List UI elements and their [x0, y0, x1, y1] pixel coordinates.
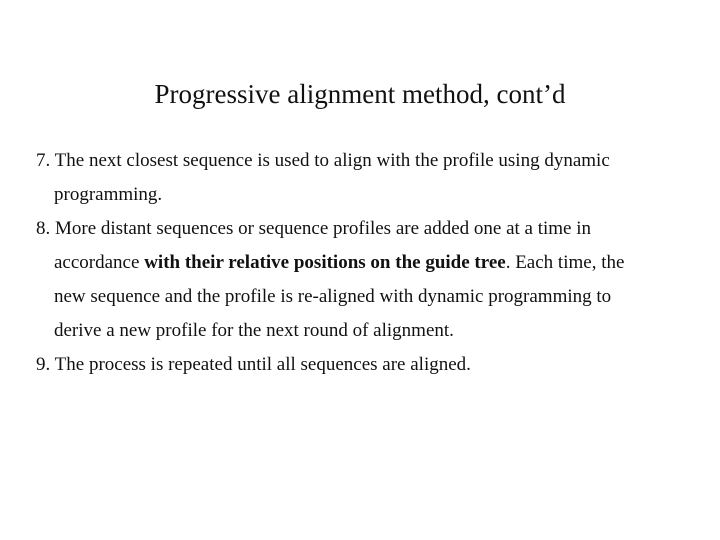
item-8-line-1: 8. More distant sequences or sequence profiles are added one at a time in — [36, 218, 592, 239]
step-list — [36, 144, 676, 382]
item-7-line-1: 7. The next closest sequence is used to align with the profile using dynamic — [36, 150, 610, 171]
list-item-9 — [36, 348, 676, 382]
item-8-line-4: derive a new profile for the next round of alignment. — [54, 320, 454, 341]
item-7-line-2: programming. — [54, 184, 163, 205]
item-8-line-2 — [36, 246, 676, 280]
item-9-line-1: 9. The process is repeated until all sequences are aligned. — [36, 354, 471, 375]
item-8-line-2-suffix: . Each time, the — [505, 252, 625, 273]
item-8-line-3: new sequence and the profile is re-aligned with dynamic programming to — [54, 286, 612, 307]
item-8-line-2-prefix: accordance — [54, 252, 145, 273]
item-8-emphasis: with their relative positions on the guide tree — [144, 252, 506, 273]
slide-title: Progressive alignment method, cont’d — [154, 79, 566, 109]
list-item-8 — [36, 212, 676, 348]
list-item-7 — [36, 144, 676, 212]
